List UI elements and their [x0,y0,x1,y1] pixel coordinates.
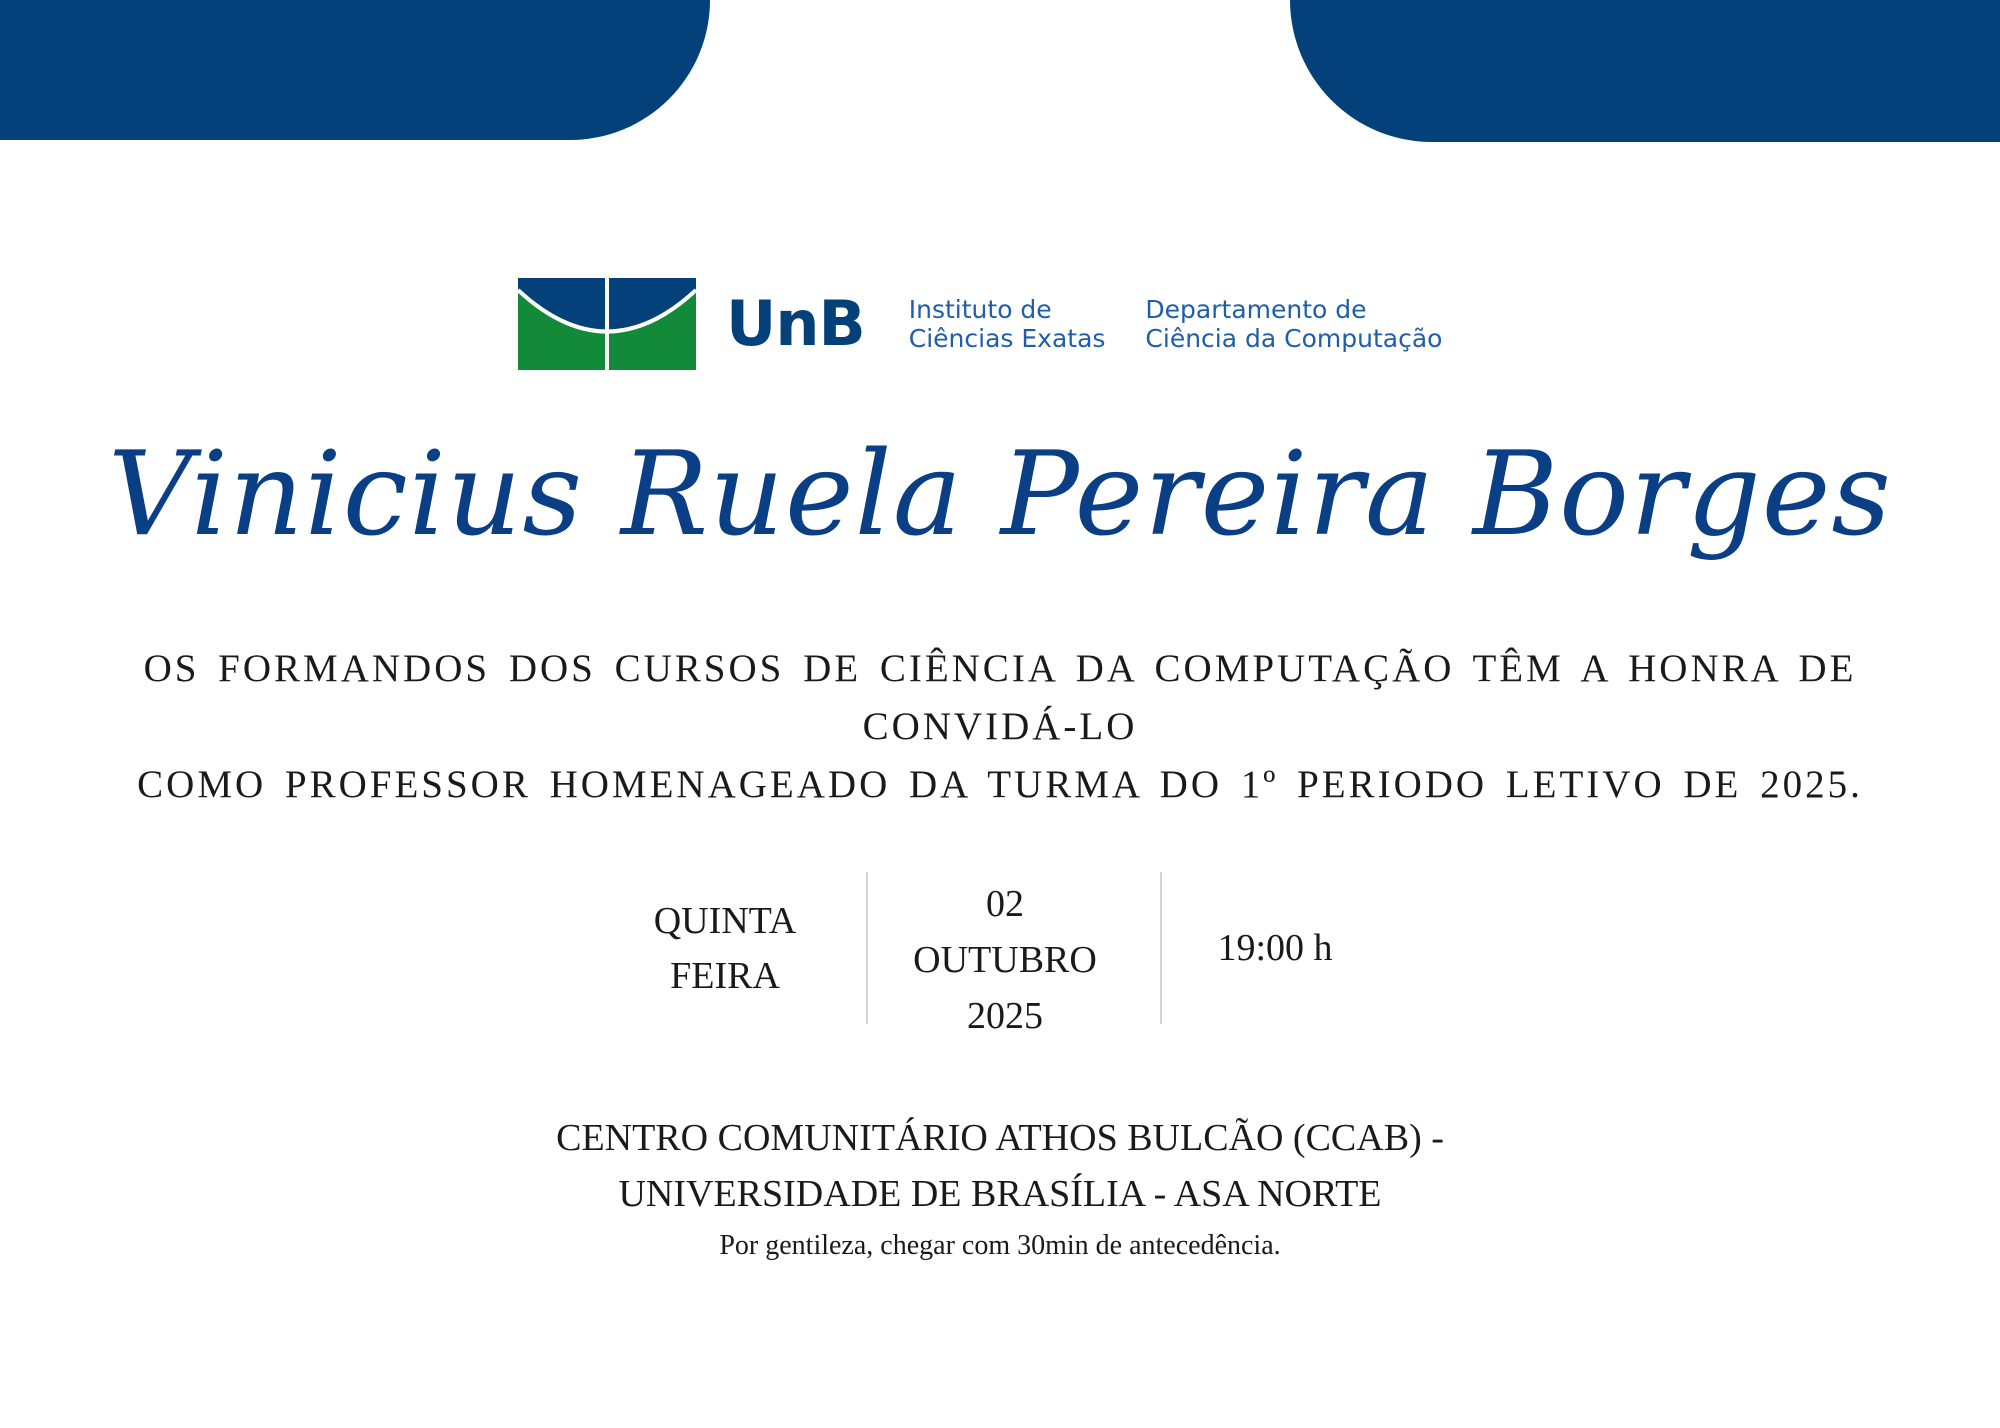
department-line-2: Ciência da Computação [1145,324,1443,353]
event-day: 02 [986,883,1024,925]
unb-emblem-icon [518,278,696,370]
invitation-line-1: OS FORMANDOS DOS CURSOS DE CIÊNCIA DA COMPUTAÇÃO TÊM A HONRA DE CONVIDÁ-LO [143,647,1857,748]
venue-line-1: CENTRO COMUNITÁRIO ATHOS BULCÃO (CCAB) - [556,1117,1444,1159]
institute-name [909,295,1106,353]
event-weekday [610,894,840,1004]
institute-line-2: Ciências Exatas [908,324,1106,353]
date-divider [866,872,868,1024]
event-venue [0,1110,2000,1268]
weekday-line-1: QUINTA [653,900,797,942]
event-date [880,876,1130,1044]
department-name [1145,295,1442,353]
arrival-note: Por gentileza, chegar com 30min de antecedência. [719,1230,1281,1261]
event-month: OUTUBRO [913,939,1097,981]
invitation-line-2: COMO PROFESSOR HOMENAGEADO DA TURMA DO 1º PERIODO LETIVO DE 2025. [137,763,1863,806]
weekday-line-2: FEIRA [670,955,780,997]
top-right-decorative-shape [1290,0,2000,142]
institute-line-1: Instituto de [908,295,1052,324]
event-date-block [0,872,2000,1037]
header-logo [518,278,1442,370]
time-divider [1160,872,1162,1024]
honoree-name: Vinicius Ruela Pereira Borges [108,427,1892,562]
department-line-1: Departamento de [1145,295,1367,324]
venue-line-2: UNIVERSIDADE DE BRASÍLIA - ASA NORTE [618,1173,1382,1215]
event-time-value: 19:00 h [1217,927,1333,969]
event-time [1170,920,1380,976]
invitation-text [80,640,1920,814]
event-year: 2025 [967,995,1043,1037]
top-left-decorative-shape [0,0,710,140]
unb-wordmark: UnB [726,287,865,360]
